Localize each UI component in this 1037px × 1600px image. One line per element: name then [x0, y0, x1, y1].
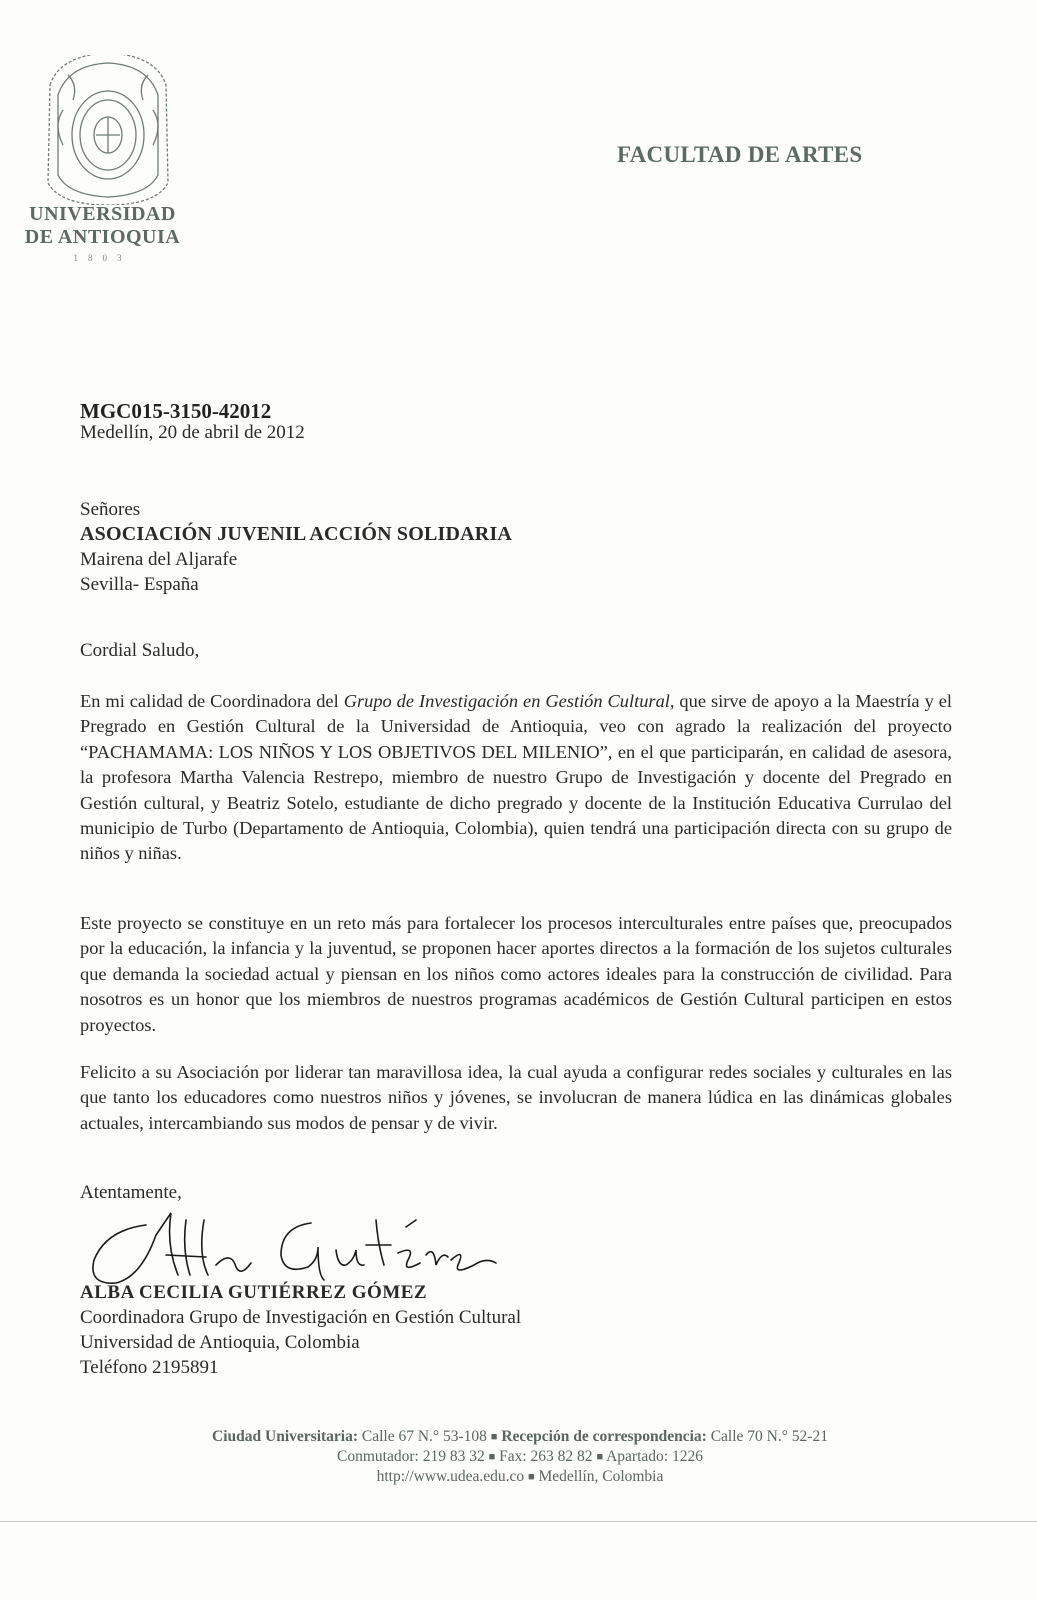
footer-separator: ■ — [488, 1450, 496, 1463]
footer-line-1 — [170, 1427, 870, 1447]
footer-label-mail: Recepción de correspondencia: — [497, 1428, 707, 1445]
university-seal-logo — [28, 55, 188, 205]
footer-address-mail: Calle 70 N.° 52-21 — [706, 1428, 828, 1445]
seal-icon — [38, 55, 178, 205]
reference-number: MGC015-3150-42012 — [80, 399, 272, 423]
closing: Atentamente, — [80, 1182, 182, 1203]
faculty-title: FACULTAD DE ARTES — [617, 142, 863, 167]
signer-institution: Universidad de Antioquia, Colombia — [80, 1332, 360, 1353]
university-name-line2: DE ANTIOQUIA — [24, 226, 181, 248]
bottom-divider — [0, 1521, 1037, 1522]
letter-date: Medellín, 20 de abril de 2012 — [80, 422, 305, 443]
greeting: Cordial Saludo, — [80, 640, 200, 661]
recipient-city: Mairena del Aljarafe — [80, 549, 238, 570]
university-name — [0, 203, 205, 249]
footer — [170, 1427, 870, 1487]
footer-label-campus: Ciudad Universitaria: — [212, 1428, 359, 1445]
signer-phone: Teléfono 2195891 — [80, 1357, 219, 1378]
paragraph-3: Felicito a su Asociación por liderar tan maravillosa idea, la cual ayuda a configurar redes sociales y culturales en las que tanto los educadores como nuestros niños y jóvenes, se involucran de manera lúdica en las dinámicas globales actuales, intercambiando sus modos de pensar y de vivir. — [80, 1062, 952, 1133]
paragraph-2: Este proyecto se constituye en un reto más para fortalecer los procesos interculturales entre países que, preocupados por la educación, la infancia y la juventud, se proponen hacer aportes directos a la formación de los sujetos culturales que demanda la sociedad actual y piensan en los niños como actores ideales para la construcción de civilidad. Para nosotros es un honor que los miembros de nuestros programas académicos de Gestión Cultural participen en estos proyectos. — [80, 913, 952, 1035]
university-name-line1: UNIVERSIDAD — [29, 203, 176, 225]
paragraph-1-start: En mi calidad de Coordinadora del — [80, 691, 344, 711]
footer-fax: Fax: 263 82 82 — [495, 1447, 597, 1465]
signer-name: ALBA CECILIA GUTIÉRREZ GÓMEZ — [80, 1282, 428, 1303]
footer-website-link[interactable]: http://www.udea.edu.co — [376, 1467, 528, 1485]
footer-address-campus: Calle 67 N.° 53-108 — [358, 1428, 491, 1445]
footer-line-3 — [170, 1467, 870, 1487]
footer-line-2 — [170, 1447, 870, 1467]
paragraph-1 — [80, 689, 952, 867]
signer-details — [80, 1305, 521, 1380]
recipient-region: Sevilla- España — [80, 574, 199, 595]
footer-city: Medellín, Colombia — [534, 1467, 664, 1485]
footer-separator: ■ — [596, 1450, 604, 1463]
footer-phone: Conmutador: 219 83 32 — [337, 1447, 489, 1465]
recipient-block — [80, 497, 512, 597]
paragraph-1-italic: Grupo de Investigación en Gestión Cultural — [343, 691, 670, 711]
founded-year: 1803 — [73, 253, 132, 263]
paragraph-1-rest: , que sirve de apoyo a la Maestría y el Pregrado en Gestión Cultural de la Universidad de Antioquia, veo con agrado la realización del proyecto “PACHAMAMA: LOS NIÑOS Y LOS OBJETIVOS DEL MILENIO”, en el que participarán, en calidad de asesora, la profesora Martha Valencia Restrepo, miembro de nuestro Grupo de Investigación y docente del Pregrado en Gestión cultural, y Beatriz Sotelo, estudiante de dicho pregrado y docente de la Institución Educativa Currulao del municipio de Turbo (Departamento de Antioquia, Colombia), quien tendrá una participación directa con su grupo de niños y niñas. — [80, 691, 952, 864]
recipient-title: Señores — [80, 499, 141, 520]
recipient-organization: ASOCIACIÓN JUVENIL ACCIÓN SOLIDARIA — [80, 523, 513, 545]
footer-po-box: Apartado: 1226 — [603, 1447, 703, 1465]
footer-separator: ■ — [490, 1430, 498, 1443]
signer-role: Coordinadora Grupo de Investigación en Gestión Cultural — [80, 1307, 522, 1328]
footer-separator: ■ — [527, 1470, 535, 1483]
